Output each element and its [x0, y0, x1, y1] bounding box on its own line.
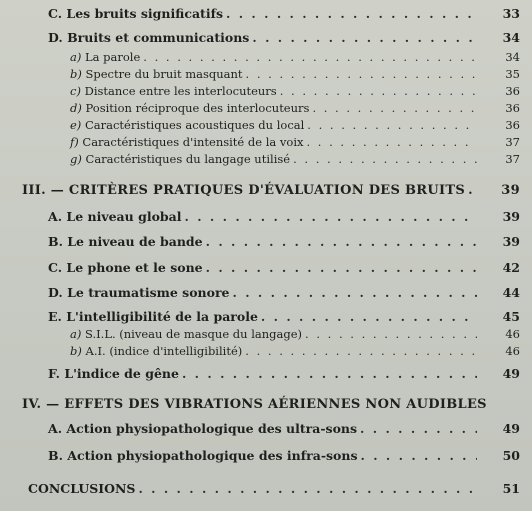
toc-entry[interactable] — [48, 234, 520, 249]
toc-entry-label: Caractéristiques d'intensité de la voix — [82, 135, 304, 149]
toc-page-number: 34 — [505, 50, 520, 64]
toc-entry-label: A.I. (indice d'intelligibilité) — [85, 344, 243, 358]
toc-entry-label: La parole — [85, 50, 141, 64]
toc-page-number: 49 — [502, 421, 520, 436]
toc-entry[interactable] — [48, 309, 520, 324]
toc-letter: d) — [70, 101, 82, 115]
toc-entry-label: Position réciproque des interlocuteurs — [85, 101, 310, 115]
toc-entry-label: D. Le traumatisme sonore — [48, 285, 230, 300]
leader-dots — [261, 309, 477, 324]
toc-page-number: 51 — [502, 481, 520, 496]
toc-entry-label: S.I.L. (niveau de masque du langage) — [85, 327, 303, 341]
toc-subentry[interactable] — [70, 135, 520, 149]
toc-page-number: 37 — [505, 152, 520, 166]
toc-letter: a) — [70, 327, 82, 341]
toc-subentry[interactable] — [70, 50, 520, 64]
toc-entry[interactable] — [48, 30, 520, 45]
toc-page-number: 39 — [502, 209, 520, 224]
toc-page-number: 35 — [505, 67, 520, 81]
toc-entry-label: B. Action physiopathologique des infra-sons — [48, 448, 358, 463]
toc-letter: a) — [70, 50, 82, 64]
toc-page-number: 36 — [505, 84, 520, 98]
toc-letter: c) — [70, 84, 81, 98]
leader-dots — [185, 209, 477, 224]
toc-page-number: 36 — [505, 101, 520, 115]
toc-letter: f) — [70, 135, 79, 149]
leader-dots — [361, 448, 477, 463]
leader-dots — [307, 135, 478, 149]
leader-dots — [312, 101, 477, 115]
toc-entry-label: D. Bruits et communications — [48, 30, 250, 45]
leader-dots — [182, 366, 477, 381]
toc-page-number: 37 — [505, 135, 520, 149]
toc-entry-label: Caractéristiques acoustiques du local — [84, 118, 305, 132]
toc-subentry[interactable] — [70, 84, 520, 98]
toc-page-number: 50 — [502, 448, 520, 463]
toc-entry[interactable] — [28, 481, 520, 496]
toc-subentry[interactable] — [70, 152, 520, 166]
leader-dots — [280, 84, 477, 98]
toc-subentry[interactable] — [70, 327, 520, 341]
toc-entry-label: CONCLUSIONS — [28, 481, 136, 496]
toc-entry-label: F. L'indice de gêne — [48, 366, 179, 381]
toc-letter: b) — [70, 344, 82, 358]
toc-entry[interactable] — [48, 6, 520, 21]
toc-page-number: 36 — [505, 118, 520, 132]
toc-entry-label: III. — CRITÈRES PRATIQUES D'ÉVALUATION DES BRUITS — [22, 183, 466, 198]
toc-entry-label: A. Action physiopathologique des ultra-sons — [48, 421, 358, 436]
toc-entry-label: C. Les bruits significatifs — [48, 6, 223, 21]
toc-page-number: 45 — [502, 309, 520, 324]
toc-entry[interactable] — [48, 366, 520, 381]
toc-page-number: 39 — [502, 234, 520, 249]
toc-subentry[interactable] — [70, 101, 520, 115]
toc-page-number: 33 — [502, 6, 520, 21]
toc-entry[interactable] — [48, 285, 520, 300]
toc-chapter-heading[interactable] — [22, 183, 520, 198]
toc-page-number: 42 — [502, 260, 520, 275]
toc-entry-label: Distance entre les interlocuteurs — [84, 84, 277, 98]
toc-subentry[interactable] — [70, 67, 520, 81]
toc-letter: e) — [70, 118, 82, 132]
toc-letter: b) — [70, 67, 82, 81]
leader-dots — [245, 344, 477, 358]
toc-entry[interactable] — [48, 260, 520, 275]
toc-entry-label: Spectre du bruit masquant — [85, 67, 243, 81]
leader-dots — [252, 30, 477, 45]
toc-entry-label: IV. — EFFETS DES VIBRATIONS AÉRIENNES NON AUDIBLES — [22, 397, 487, 412]
leader-dots — [226, 6, 477, 21]
toc-page-number: 49 — [502, 366, 520, 381]
toc-letter: g) — [70, 152, 82, 166]
toc-page-number: 44 — [502, 285, 520, 300]
toc-entry[interactable] — [48, 448, 520, 463]
leader-dots — [143, 50, 477, 64]
toc-entry[interactable] — [48, 421, 520, 436]
toc-subentry[interactable] — [70, 344, 520, 358]
toc-entry-label: B. Le niveau de bande — [48, 234, 203, 249]
leader-dots — [468, 183, 477, 198]
toc-page-number: 34 — [502, 30, 520, 45]
toc-entry[interactable] — [48, 209, 520, 224]
leader-dots — [293, 152, 477, 166]
leader-dots — [246, 67, 477, 81]
leader-dots — [138, 481, 477, 496]
leader-dots — [233, 285, 478, 300]
leader-dots — [360, 421, 477, 436]
toc-chapter-heading[interactable] — [22, 397, 487, 412]
toc-page-number: 46 — [505, 344, 520, 358]
leader-dots — [307, 118, 477, 132]
toc-entry-label: C. Le phone et le sone — [48, 260, 203, 275]
toc-subentry[interactable] — [70, 118, 520, 132]
toc-entry-label: Caractéristiques du langage utilisé — [85, 152, 291, 166]
toc-page-number: 46 — [505, 327, 520, 341]
leader-dots — [305, 327, 477, 341]
leader-dots — [206, 260, 477, 275]
toc-entry-label: E. L'intelligibilité de la parole — [48, 309, 258, 324]
toc-entry-label: A. Le niveau global — [48, 209, 182, 224]
leader-dots — [206, 234, 477, 249]
toc-page-number: 39 — [501, 183, 520, 198]
